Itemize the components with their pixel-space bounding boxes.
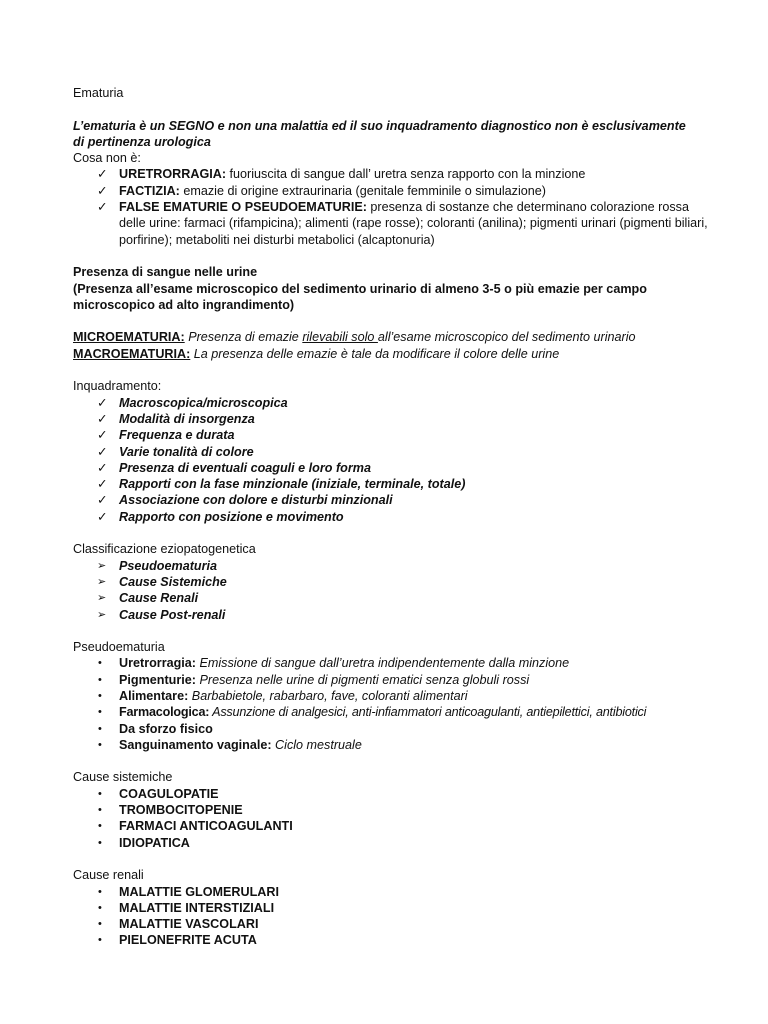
cause-renali-list bbox=[73, 884, 728, 949]
list-item bbox=[73, 166, 728, 182]
intro-statement: L’ematuria è un SEGNO e non una malattia ed il suo inquadramento diagnostico non è esclusivamente di pertinenza urologica bbox=[73, 118, 686, 149]
list-item bbox=[73, 802, 728, 818]
item-text: fuoriuscita di sangue dall’ uretra senza rapporto con la minzione bbox=[226, 167, 586, 182]
cause-sistemiche-list bbox=[73, 786, 728, 851]
list-item bbox=[73, 460, 728, 476]
item-text: Varie tonalità di colore bbox=[119, 444, 254, 459]
bullet-icon: • bbox=[98, 836, 102, 849]
bullet-icon: • bbox=[98, 934, 102, 947]
list-item bbox=[73, 492, 728, 508]
item-text: MALATTIE VASCOLARI bbox=[119, 917, 259, 932]
list-item bbox=[73, 737, 728, 753]
classificazione-list bbox=[73, 558, 728, 623]
item-text: Ciclo mestruale bbox=[271, 737, 362, 752]
list-item bbox=[73, 721, 728, 737]
list-item bbox=[73, 672, 728, 688]
arrow-icon: ➢ bbox=[97, 559, 107, 572]
classificazione-heading: Classificazione eziopatogenetica bbox=[73, 542, 256, 557]
list-item bbox=[73, 607, 728, 623]
item-text: Presenza di eventuali coaguli e loro forma bbox=[119, 460, 371, 475]
microematuria-text-b: all’esame microscopico del sedimento urinario bbox=[377, 330, 636, 345]
presenza-text: (Presenza all’esame microscopico del sedimento urinario di almeno 3-5 o più emazie per campo microscopico ad alto ingrandimento) bbox=[73, 281, 647, 312]
bullet-icon: • bbox=[98, 787, 102, 800]
list-item bbox=[73, 411, 728, 427]
microematuria-label: MICROEMATURIA: bbox=[73, 330, 185, 345]
check-icon: ✓ bbox=[97, 183, 108, 198]
bullet-icon: • bbox=[98, 657, 102, 670]
macroematuria-text: La presenza delle emazie è tale da modificare il colore delle urine bbox=[190, 346, 560, 361]
macroematuria-label: MACROEMATURIA: bbox=[73, 346, 191, 361]
item-text: presenza di sostanze che determinano colorazione rossa delle urine: farmaci (rifampicina); alimenti (rape rosse); coloranti (anilina); pigmenti urinari (pigmenti biliari, porfirine); metaboliti nei disturbi metabolici (alcaptonuria) bbox=[119, 200, 708, 247]
bullet-icon: • bbox=[98, 738, 102, 751]
arrow-icon: ➢ bbox=[97, 592, 107, 605]
cosa-non-e-list bbox=[73, 166, 728, 247]
list-item bbox=[73, 427, 728, 443]
item-text: Macroscopica/microscopica bbox=[119, 395, 288, 410]
check-icon: ✓ bbox=[97, 200, 108, 215]
bullet-icon: • bbox=[98, 706, 102, 719]
inquadramento-list bbox=[73, 395, 728, 525]
item-text: emazie di origine extraurinaria (genitale femminile o simulazione) bbox=[179, 183, 546, 198]
list-item bbox=[73, 444, 728, 460]
cause-renali-heading: Cause renali bbox=[73, 868, 144, 883]
item-text: PIELONEFRITE ACUTA bbox=[119, 933, 257, 948]
list-item bbox=[73, 574, 728, 590]
list-item bbox=[73, 183, 728, 199]
item-label: Sanguinamento vaginale: bbox=[119, 737, 272, 752]
presenza-heading: Presenza di sangue nelle urine bbox=[73, 265, 258, 280]
item-text: Modalità di insorgenza bbox=[119, 411, 255, 426]
list-item bbox=[73, 900, 728, 916]
item-text: IDIOPATICA bbox=[119, 835, 190, 850]
list-item bbox=[73, 509, 728, 525]
item-text: Cause Sistemiche bbox=[119, 574, 227, 589]
bullet-icon: • bbox=[98, 885, 102, 898]
item-text: Presenza nelle urine di pigmenti ematici senza globuli rossi bbox=[195, 672, 530, 687]
list-item bbox=[73, 786, 728, 802]
list-item bbox=[73, 558, 728, 574]
item-label: Farmacologica: bbox=[119, 705, 210, 720]
item-label: FALSE EMATURIE O PSEUDOEMATURIE: bbox=[119, 200, 367, 215]
list-item bbox=[73, 916, 728, 932]
item-text: FARMACI ANTICOAGULANTI bbox=[119, 819, 293, 834]
list-item bbox=[73, 590, 728, 606]
item-label: FACTIZIA: bbox=[119, 183, 180, 198]
list-item bbox=[73, 199, 709, 248]
item-label: Da sforzo fisico bbox=[119, 721, 213, 736]
list-item bbox=[73, 884, 728, 900]
microematuria-text-underlined: rilevabili solo bbox=[302, 330, 378, 345]
item-text: Rapporti con la fase minzionale (iniziale, terminale, totale) bbox=[119, 477, 466, 492]
macroematuria-line bbox=[73, 346, 728, 362]
microematuria-line bbox=[73, 329, 728, 345]
cosa-non-e-heading: Cosa non è: bbox=[73, 151, 141, 166]
list-item bbox=[73, 476, 728, 492]
bullet-icon: • bbox=[98, 673, 102, 686]
list-item bbox=[73, 818, 728, 834]
check-icon: ✓ bbox=[97, 428, 108, 443]
bullet-icon: • bbox=[98, 689, 102, 702]
item-text: Associazione con dolore e disturbi minzionali bbox=[119, 493, 393, 508]
check-icon: ✓ bbox=[97, 493, 108, 508]
item-text: Barbabietole, rabarbaro, fave, coloranti alimentari bbox=[188, 688, 468, 703]
pseudoematuria-heading: Pseudoematuria bbox=[73, 640, 165, 655]
item-text: Cause Post-renali bbox=[119, 607, 226, 622]
item-text: TROMBOCITOPENIE bbox=[119, 803, 243, 818]
item-text: Rapporto con posizione e movimento bbox=[119, 509, 344, 524]
item-text: Pseudoematuria bbox=[119, 558, 217, 573]
list-item bbox=[73, 704, 728, 720]
bullet-icon: • bbox=[98, 804, 102, 817]
check-icon: ✓ bbox=[97, 444, 108, 459]
check-icon: ✓ bbox=[97, 460, 108, 475]
bullet-icon: • bbox=[98, 820, 102, 833]
item-text: MALATTIE GLOMERULARI bbox=[119, 884, 279, 899]
bullet-icon: • bbox=[98, 901, 102, 914]
item-label: Alimentare: bbox=[119, 688, 189, 703]
item-text: MALATTIE INTERSTIZIALI bbox=[119, 900, 275, 915]
arrow-icon: ➢ bbox=[97, 608, 107, 621]
check-icon: ✓ bbox=[97, 509, 108, 524]
list-item bbox=[73, 688, 728, 704]
bullet-icon: • bbox=[98, 722, 102, 735]
item-label: URETRORRAGIA: bbox=[119, 167, 227, 182]
item-text: Emissione di sangue dall’uretra indipendentemente dalla minzione bbox=[195, 656, 570, 671]
list-item bbox=[73, 835, 728, 851]
list-item bbox=[73, 395, 728, 411]
check-icon: ✓ bbox=[97, 167, 108, 182]
item-text: Frequenza e durata bbox=[119, 428, 235, 443]
item-text: Cause Renali bbox=[119, 591, 199, 606]
pseudoematuria-list bbox=[73, 655, 728, 753]
arrow-icon: ➢ bbox=[97, 575, 107, 588]
bullet-icon: • bbox=[98, 918, 102, 931]
list-item bbox=[73, 932, 728, 948]
cause-sistemiche-heading: Cause sistemiche bbox=[73, 770, 173, 785]
item-text: Assunzione di analgesici, anti-infiammatori anticoagulanti, antiepilettici, antibiotici bbox=[209, 705, 647, 720]
item-text: COAGULOPATIE bbox=[119, 786, 219, 801]
item-label: Pigmenturie: bbox=[119, 672, 196, 687]
inquadramento-heading: Inquadramento: bbox=[73, 379, 162, 394]
check-icon: ✓ bbox=[97, 477, 108, 492]
check-icon: ✓ bbox=[97, 395, 108, 410]
list-item bbox=[73, 655, 728, 671]
document-title: Ematuria bbox=[73, 86, 124, 100]
microematuria-text-a: Presenza di emazie bbox=[184, 330, 303, 345]
item-label: Uretrorragia: bbox=[119, 656, 196, 671]
check-icon: ✓ bbox=[97, 411, 108, 426]
